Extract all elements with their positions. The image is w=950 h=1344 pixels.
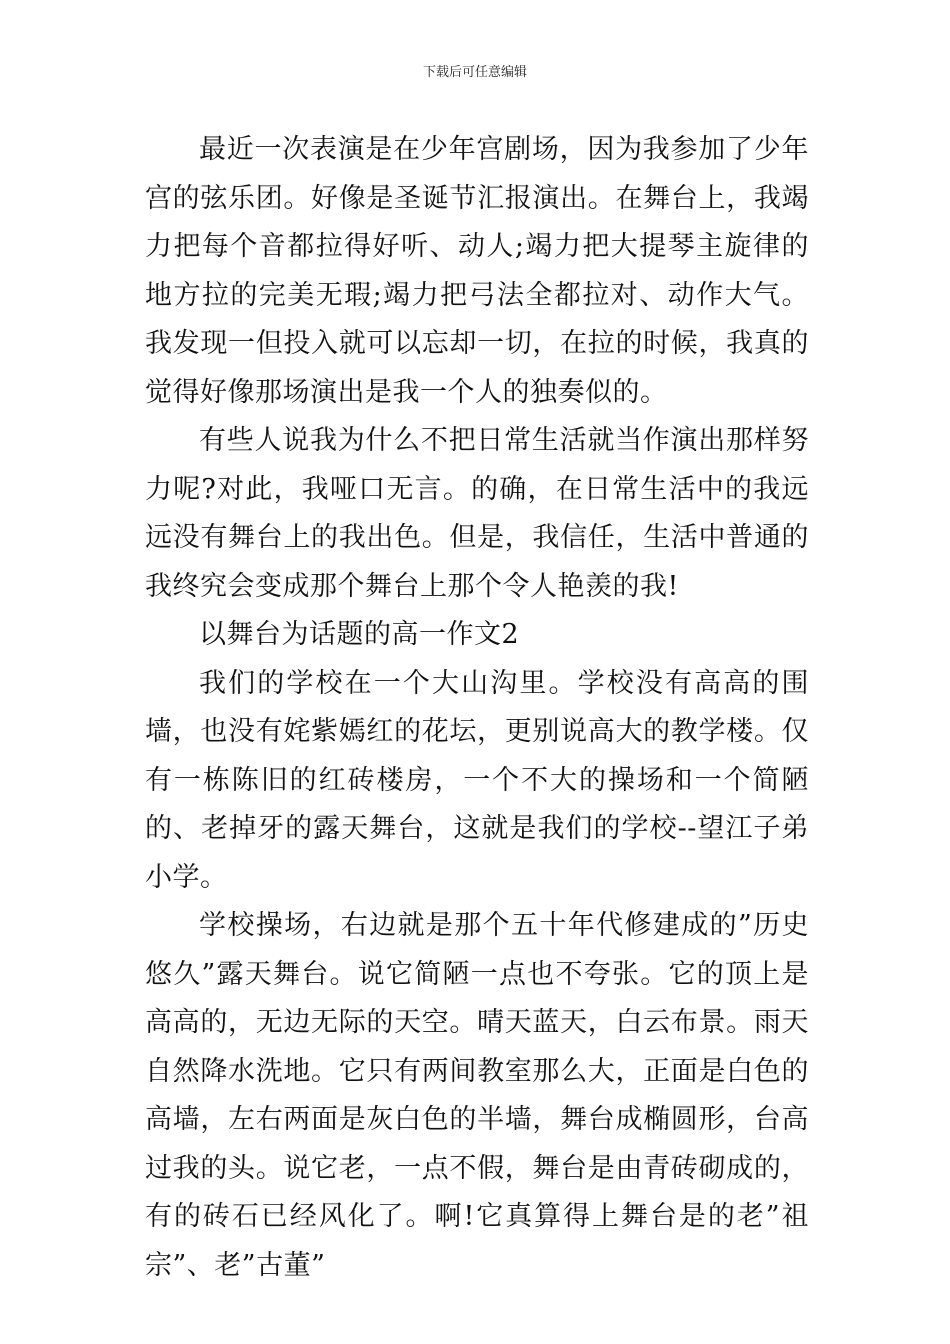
document-body (145, 126, 809, 1290)
paragraph-school: 我们的学校在一个大山沟里。学校没有高高的围墙，也没有姹紫嫣红的花坛，更别说高大的教学楼。仅有一栋陈旧的红砖楼房，一个不大的操场和一个简陋的、老掉牙的露天舞台，这就是我们的学校--望江子弟小学。 (145, 667, 809, 893)
paragraph-performance: 最近一次表演是在少年宫剧场，因为我参加了少年宫的弦乐团。好像是圣诞节汇报演出。在舞台上，我竭力把每个音都拉得好听、动人;竭力把大提琴主旋律的地方拉的完美无瑕;竭力把弓法全都拉对、动作大气。我发现一但投入就可以忘却一切，在拉的时候，我真的觉得好像那场演出是我一个人的独奏似的。 (145, 134, 809, 408)
paragraph-stage: 学校操场，右边就是那个五十年代修建成的”历史悠久”露天舞台。说它简陋一点也不夸张。它的顶上是高高的，无边无际的天空。晴天蓝天，白云布景。雨天自然降水洗地。它只有两间教室那么大，正面是白色的高墙，左右两面是灰白色的半墙，舞台成椭圆形，台高过我的头。说它老，一点不假，舞台是由青砖砌成的，有的砖石已经风化了。啊!它真算得上舞台是的老”祖宗”、老”古董” (145, 910, 809, 1281)
essay-subtitle: 以舞台为话题的高一作文2 (199, 619, 520, 650)
paragraph-daily-life: 有些人说我为什么不把日常生活就当作演出那样努力呢?对此，我哑口无言。的确，在日常生活中的我远远没有舞台上的我出色。但是，我信任，生活中普通的我终究会变成那个舞台上那个令人艳羡的我! (145, 425, 809, 602)
page-header: 下载后可任意编辑 (422, 65, 527, 80)
